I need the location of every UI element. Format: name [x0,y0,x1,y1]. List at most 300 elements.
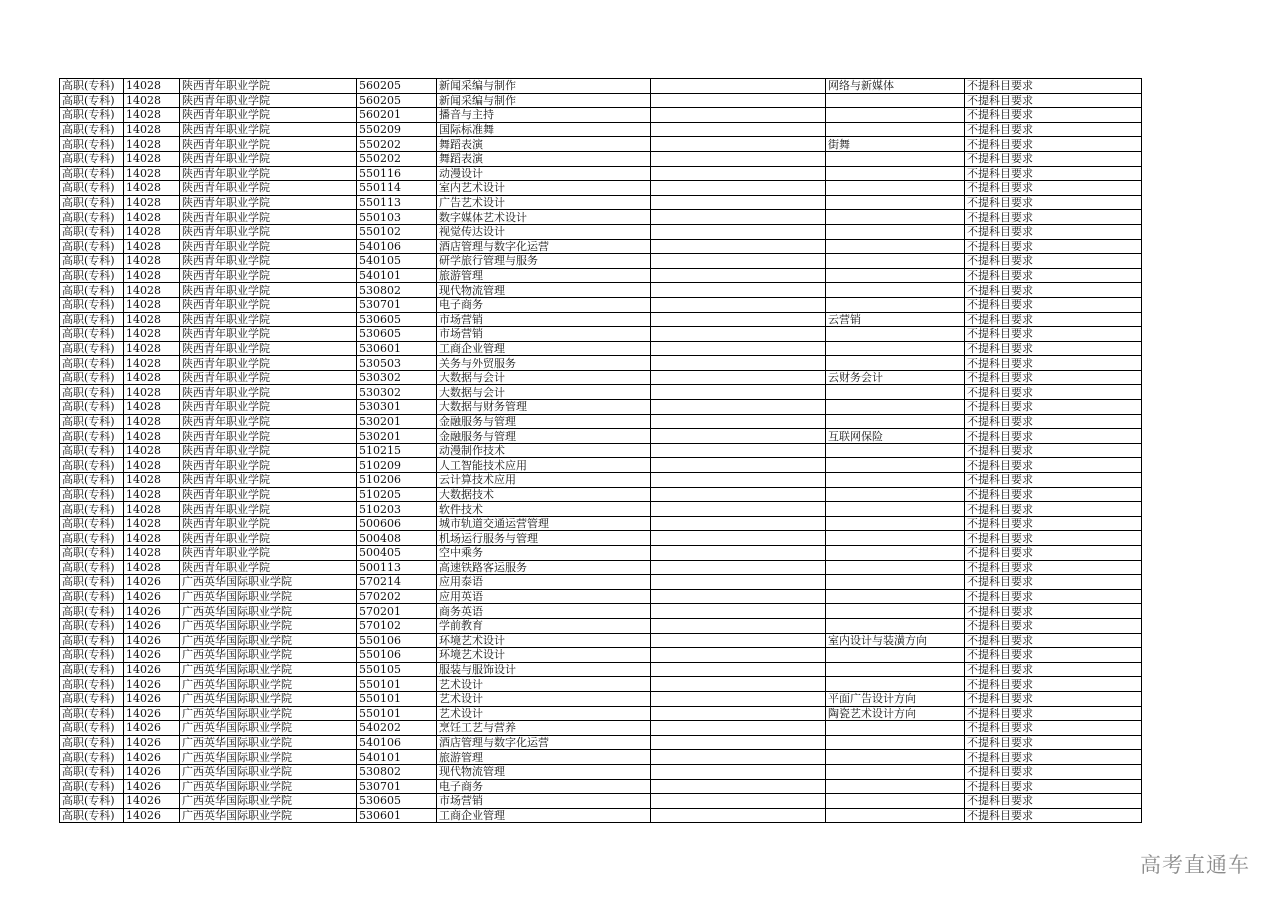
table-row [60,706,1142,721]
note-cell [651,502,826,517]
major-code-cell: 530802 [357,283,437,298]
level-cell: 高职(专科) [60,414,124,429]
school-code-cell: 14026 [124,648,180,663]
major-code-cell: 530301 [357,400,437,415]
school-name-cell: 陕西青年职业学院 [180,137,357,152]
level-cell: 高职(专科) [60,618,124,633]
subject-requirement-cell: 不提科目要求 [965,808,1142,823]
school-code-cell: 14026 [124,618,180,633]
level-cell: 高职(专科) [60,327,124,342]
direction-cell [826,808,965,823]
major-name-cell: 高速铁路客运服务 [437,560,651,575]
subject-requirement-cell: 不提科目要求 [965,166,1142,181]
major-name-cell: 城市轨道交通运营管理 [437,516,651,531]
major-name-cell: 酒店管理与数字化运营 [437,239,651,254]
major-code-cell: 530601 [357,808,437,823]
level-cell: 高职(专科) [60,531,124,546]
note-cell [651,604,826,619]
school-name-cell: 陕西青年职业学院 [180,385,357,400]
level-cell: 高职(专科) [60,721,124,736]
school-name-cell: 广西英华国际职业学院 [180,721,357,736]
direction-cell [826,487,965,502]
direction-cell [826,224,965,239]
direction-cell [826,93,965,108]
level-cell: 高职(专科) [60,794,124,809]
subject-requirement-cell: 不提科目要求 [965,181,1142,196]
major-name-cell: 数字媒体艺术设计 [437,210,651,225]
level-cell: 高职(专科) [60,239,124,254]
direction-cell: 室内设计与装潢方向 [826,633,965,648]
level-cell: 高职(专科) [60,93,124,108]
school-code-cell: 14026 [124,721,180,736]
level-cell: 高职(专科) [60,312,124,327]
direction-cell [826,151,965,166]
direction-cell: 街舞 [826,137,965,152]
major-name-cell: 动漫制作技术 [437,443,651,458]
subject-requirement-cell: 不提科目要求 [965,370,1142,385]
subject-requirement-cell: 不提科目要求 [965,487,1142,502]
direction-cell [826,414,965,429]
note-cell [651,589,826,604]
school-name-cell: 广西英华国际职业学院 [180,633,357,648]
major-code-cell: 560205 [357,93,437,108]
subject-requirement-cell: 不提科目要求 [965,224,1142,239]
major-code-cell: 550106 [357,648,437,663]
note-cell [651,473,826,488]
table-row [60,473,1142,488]
school-name-cell: 陕西青年职业学院 [180,400,357,415]
table-row [60,370,1142,385]
admission-table [59,78,1142,823]
table-row [60,633,1142,648]
subject-requirement-cell: 不提科目要求 [965,502,1142,517]
school-name-cell: 广西英华国际职业学院 [180,706,357,721]
major-name-cell: 国际标准舞 [437,122,651,137]
school-code-cell: 14028 [124,516,180,531]
school-name-cell: 陕西青年职业学院 [180,239,357,254]
table-row [60,560,1142,575]
school-code-cell: 14026 [124,794,180,809]
direction-cell [826,560,965,575]
table-row [60,648,1142,663]
school-name-cell: 陕西青年职业学院 [180,210,357,225]
note-cell [651,648,826,663]
note-cell [651,385,826,400]
level-cell: 高职(专科) [60,735,124,750]
direction-cell [826,604,965,619]
note-cell [651,750,826,765]
major-name-cell: 金融服务与管理 [437,414,651,429]
table-row [60,546,1142,561]
table-row [60,618,1142,633]
school-name-cell: 陕西青年职业学院 [180,341,357,356]
subject-requirement-cell: 不提科目要求 [965,546,1142,561]
subject-requirement-cell: 不提科目要求 [965,93,1142,108]
level-cell: 高职(专科) [60,575,124,590]
major-name-cell: 学前教育 [437,618,651,633]
school-name-cell: 陕西青年职业学院 [180,516,357,531]
direction-cell [826,108,965,123]
subject-requirement-cell: 不提科目要求 [965,79,1142,94]
major-code-cell: 550102 [357,224,437,239]
major-code-cell: 550106 [357,633,437,648]
note-cell [651,297,826,312]
major-name-cell: 动漫设计 [437,166,651,181]
major-code-cell: 550105 [357,662,437,677]
major-name-cell: 室内艺术设计 [437,181,651,196]
school-code-cell: 14028 [124,487,180,502]
school-name-cell: 陕西青年职业学院 [180,93,357,108]
direction-cell [826,473,965,488]
table-row [60,604,1142,619]
subject-requirement-cell: 不提科目要求 [965,108,1142,123]
school-name-cell: 广西英华国际职业学院 [180,735,357,750]
major-code-cell: 550202 [357,151,437,166]
major-name-cell: 电子商务 [437,779,651,794]
major-code-cell: 530302 [357,385,437,400]
school-code-cell: 14026 [124,764,180,779]
level-cell: 高职(专科) [60,487,124,502]
major-code-cell: 550116 [357,166,437,181]
note-cell [651,443,826,458]
subject-requirement-cell: 不提科目要求 [965,414,1142,429]
table-row [60,224,1142,239]
note-cell [651,677,826,692]
note-cell [651,254,826,269]
subject-requirement-cell: 不提科目要求 [965,531,1142,546]
subject-requirement-cell: 不提科目要求 [965,458,1142,473]
major-code-cell: 510215 [357,443,437,458]
table-row [60,283,1142,298]
note-cell [651,210,826,225]
subject-requirement-cell: 不提科目要求 [965,764,1142,779]
level-cell: 高职(专科) [60,254,124,269]
level-cell: 高职(专科) [60,400,124,415]
school-code-cell: 14028 [124,370,180,385]
table-row [60,516,1142,531]
school-code-cell: 14026 [124,808,180,823]
school-name-cell: 陕西青年职业学院 [180,531,357,546]
table-row [60,312,1142,327]
direction-cell [826,677,965,692]
major-name-cell: 商务英语 [437,604,651,619]
major-code-cell: 540101 [357,268,437,283]
table-row [60,443,1142,458]
note-cell [651,779,826,794]
school-code-cell: 14028 [124,122,180,137]
level-cell: 高职(专科) [60,268,124,283]
subject-requirement-cell: 不提科目要求 [965,239,1142,254]
school-name-cell: 陕西青年职业学院 [180,166,357,181]
table-body [60,79,1142,823]
school-name-cell: 陕西青年职业学院 [180,181,357,196]
school-code-cell: 14028 [124,546,180,561]
major-name-cell: 市场营销 [437,327,651,342]
major-name-cell: 大数据与财务管理 [437,400,651,415]
note-cell [651,633,826,648]
major-code-cell: 530701 [357,779,437,794]
table-row [60,808,1142,823]
major-code-cell: 570214 [357,575,437,590]
school-name-cell: 广西英华国际职业学院 [180,677,357,692]
major-name-cell: 环境艺术设计 [437,648,651,663]
subject-requirement-cell: 不提科目要求 [965,400,1142,415]
table-row [60,181,1142,196]
note-cell [651,516,826,531]
subject-requirement-cell: 不提科目要求 [965,327,1142,342]
school-code-cell: 14026 [124,735,180,750]
note-cell [651,166,826,181]
subject-requirement-cell: 不提科目要求 [965,691,1142,706]
table-row [60,779,1142,794]
note-cell [651,575,826,590]
note-cell [651,195,826,210]
note-cell [651,662,826,677]
note-cell [651,93,826,108]
level-cell: 高职(专科) [60,224,124,239]
major-name-cell: 软件技术 [437,502,651,517]
table-row [60,764,1142,779]
table-row [60,458,1142,473]
major-code-cell: 540106 [357,239,437,254]
subject-requirement-cell: 不提科目要求 [965,516,1142,531]
school-name-cell: 广西英华国际职业学院 [180,691,357,706]
school-name-cell: 广西英华国际职业学院 [180,779,357,794]
school-code-cell: 14026 [124,589,180,604]
direction-cell [826,297,965,312]
major-name-cell: 大数据技术 [437,487,651,502]
direction-cell [826,575,965,590]
direction-cell [826,443,965,458]
major-name-cell: 电子商务 [437,297,651,312]
major-code-cell: 530701 [357,297,437,312]
school-code-cell: 14028 [124,283,180,298]
major-name-cell: 舞蹈表演 [437,137,651,152]
major-code-cell: 510203 [357,502,437,517]
school-code-cell: 14028 [124,297,180,312]
school-code-cell: 14028 [124,224,180,239]
table-row [60,137,1142,152]
subject-requirement-cell: 不提科目要求 [965,254,1142,269]
note-cell [651,122,826,137]
major-code-cell: 530605 [357,312,437,327]
school-code-cell: 14026 [124,677,180,692]
table-row [60,210,1142,225]
major-name-cell: 播音与主持 [437,108,651,123]
school-code-cell: 14026 [124,662,180,677]
level-cell: 高职(专科) [60,648,124,663]
subject-requirement-cell: 不提科目要求 [965,297,1142,312]
subject-requirement-cell: 不提科目要求 [965,210,1142,225]
subject-requirement-cell: 不提科目要求 [965,575,1142,590]
level-cell: 高职(专科) [60,502,124,517]
major-code-cell: 500113 [357,560,437,575]
note-cell [651,808,826,823]
major-code-cell: 550101 [357,677,437,692]
subject-requirement-cell: 不提科目要求 [965,356,1142,371]
major-name-cell: 服装与服饰设计 [437,662,651,677]
school-name-cell: 广西英华国际职业学院 [180,589,357,604]
school-code-cell: 14028 [124,181,180,196]
direction-cell [826,122,965,137]
direction-cell [826,400,965,415]
major-code-cell: 530302 [357,370,437,385]
table-row [60,268,1142,283]
school-name-cell: 陕西青年职业学院 [180,560,357,575]
major-code-cell: 500408 [357,531,437,546]
major-name-cell: 艺术设计 [437,691,651,706]
direction-cell: 互联网保险 [826,429,965,444]
major-name-cell: 大数据与会计 [437,385,651,400]
major-code-cell: 530802 [357,764,437,779]
note-cell [651,735,826,750]
school-name-cell: 广西英华国际职业学院 [180,764,357,779]
note-cell [651,414,826,429]
major-name-cell: 视觉传达设计 [437,224,651,239]
direction-cell [826,195,965,210]
major-code-cell: 530201 [357,429,437,444]
school-name-cell: 陕西青年职业学院 [180,356,357,371]
note-cell [651,327,826,342]
school-code-cell: 14026 [124,633,180,648]
direction-cell [826,502,965,517]
major-name-cell: 艺术设计 [437,706,651,721]
direction-cell [826,166,965,181]
school-name-cell: 陕西青年职业学院 [180,487,357,502]
school-code-cell: 14028 [124,108,180,123]
level-cell: 高职(专科) [60,151,124,166]
level-cell: 高职(专科) [60,356,124,371]
direction-cell [826,779,965,794]
school-name-cell: 陕西青年职业学院 [180,195,357,210]
subject-requirement-cell: 不提科目要求 [965,151,1142,166]
note-cell [651,429,826,444]
note-cell [651,356,826,371]
level-cell: 高职(专科) [60,166,124,181]
school-code-cell: 14028 [124,341,180,356]
school-code-cell: 14028 [124,195,180,210]
table-row [60,195,1142,210]
school-code-cell: 14028 [124,560,180,575]
subject-requirement-cell: 不提科目要求 [965,633,1142,648]
major-code-cell: 510205 [357,487,437,502]
school-name-cell: 陕西青年职业学院 [180,122,357,137]
school-code-cell: 14028 [124,327,180,342]
level-cell: 高职(专科) [60,604,124,619]
school-name-cell: 陕西青年职业学院 [180,370,357,385]
school-code-cell: 14028 [124,254,180,269]
table-row [60,677,1142,692]
subject-requirement-cell: 不提科目要求 [965,283,1142,298]
level-cell: 高职(专科) [60,764,124,779]
direction-cell: 云财务会计 [826,370,965,385]
school-name-cell: 陕西青年职业学院 [180,458,357,473]
major-name-cell: 研学旅行管理与服务 [437,254,651,269]
major-code-cell: 540101 [357,750,437,765]
subject-requirement-cell: 不提科目要求 [965,268,1142,283]
school-code-cell: 14026 [124,750,180,765]
direction-cell [826,239,965,254]
major-name-cell: 人工智能技术应用 [437,458,651,473]
table-row [60,400,1142,415]
school-code-cell: 14028 [124,443,180,458]
note-cell [651,531,826,546]
school-name-cell: 陕西青年职业学院 [180,546,357,561]
subject-requirement-cell: 不提科目要求 [965,341,1142,356]
direction-cell [826,341,965,356]
subject-requirement-cell: 不提科目要求 [965,137,1142,152]
note-cell [651,487,826,502]
major-code-cell: 510206 [357,473,437,488]
subject-requirement-cell: 不提科目要求 [965,560,1142,575]
school-code-cell: 14028 [124,458,180,473]
major-code-cell: 540105 [357,254,437,269]
school-name-cell: 陕西青年职业学院 [180,224,357,239]
subject-requirement-cell: 不提科目要求 [965,750,1142,765]
school-name-cell: 陕西青年职业学院 [180,108,357,123]
direction-cell: 云营销 [826,312,965,327]
direction-cell [826,356,965,371]
school-name-cell: 陕西青年职业学院 [180,502,357,517]
subject-requirement-cell: 不提科目要求 [965,735,1142,750]
direction-cell [826,721,965,736]
school-name-cell: 广西英华国际职业学院 [180,808,357,823]
direction-cell: 网络与新媒体 [826,79,965,94]
major-name-cell: 旅游管理 [437,750,651,765]
school-name-cell: 陕西青年职业学院 [180,297,357,312]
level-cell: 高职(专科) [60,677,124,692]
level-cell: 高职(专科) [60,691,124,706]
note-cell [651,108,826,123]
direction-cell [826,516,965,531]
major-name-cell: 旅游管理 [437,268,651,283]
school-code-cell: 14026 [124,779,180,794]
school-code-cell: 14028 [124,137,180,152]
direction-cell [826,283,965,298]
school-code-cell: 14026 [124,691,180,706]
note-cell [651,764,826,779]
subject-requirement-cell: 不提科目要求 [965,662,1142,677]
level-cell: 高职(专科) [60,370,124,385]
school-code-cell: 14028 [124,400,180,415]
direction-cell [826,531,965,546]
subject-requirement-cell: 不提科目要求 [965,122,1142,137]
school-code-cell: 14028 [124,473,180,488]
table-row [60,239,1142,254]
note-cell [651,721,826,736]
note-cell [651,283,826,298]
direction-cell [826,327,965,342]
major-name-cell: 空中乘务 [437,546,651,561]
school-name-cell: 广西英华国际职业学院 [180,794,357,809]
major-name-cell: 新闻采编与制作 [437,93,651,108]
subject-requirement-cell: 不提科目要求 [965,794,1142,809]
table-row [60,254,1142,269]
subject-requirement-cell: 不提科目要求 [965,618,1142,633]
major-name-cell: 新闻采编与制作 [437,79,651,94]
table-row [60,794,1142,809]
table-row [60,341,1142,356]
note-cell [651,370,826,385]
school-name-cell: 陕西青年职业学院 [180,429,357,444]
major-name-cell: 市场营销 [437,794,651,809]
school-code-cell: 14028 [124,166,180,181]
school-name-cell: 陕西青年职业学院 [180,312,357,327]
major-name-cell: 烹饪工艺与营养 [437,721,651,736]
major-code-cell: 550101 [357,691,437,706]
table-row [60,429,1142,444]
subject-requirement-cell: 不提科目要求 [965,443,1142,458]
